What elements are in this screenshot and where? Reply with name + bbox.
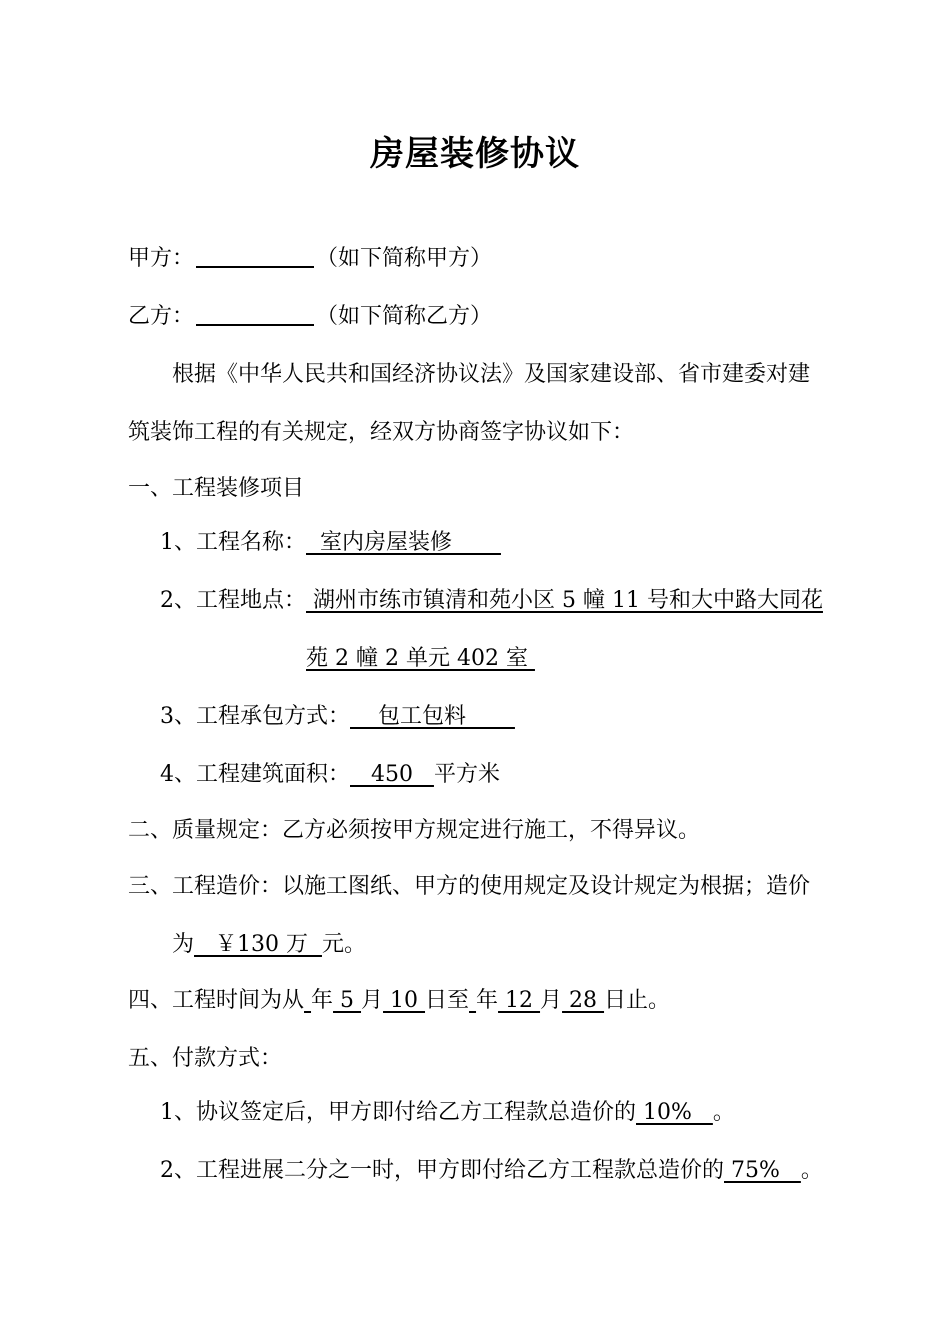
party-a-label: 甲方： [128, 246, 195, 271]
payment-1-value: 10% [636, 1100, 713, 1125]
project-location-value: 湖州市练市镇清和苑小区 5 幢 11 号和大中路大同花 [306, 588, 823, 613]
party-a-blank [196, 244, 314, 268]
intro-line-1: 根据《中华人民共和国经济协议法》及国家建设部、省市建委对建 [172, 362, 811, 387]
party-a-line [128, 244, 492, 274]
payment-2-end: 。 [800, 1158, 823, 1183]
price-suffix: 元。 [321, 932, 366, 957]
party-b-blank [196, 302, 314, 326]
contract-method-line [160, 702, 515, 732]
section3-price-line [172, 930, 366, 960]
project-location-line [160, 586, 823, 616]
month-text-1: 月 [361, 988, 384, 1013]
intro-line-2: 筑装饰工程的有关规定，经双方协商签字协议如下： [128, 420, 635, 445]
payment-2-value: 75% [724, 1158, 801, 1183]
end-year [469, 988, 476, 1013]
party-b-note: （如下简称乙方） [316, 304, 493, 329]
project-location-value-cont: 苑 2 幢 2 单元 402 室 [306, 646, 535, 671]
year-text-1: 年 [311, 988, 334, 1013]
end-month: 12 [498, 988, 541, 1013]
contract-method-value: 包工包料 [350, 704, 515, 729]
end-day: 28 [562, 988, 605, 1013]
day-text-1: 日至 [425, 988, 470, 1013]
section2-quality: 二、质量规定：乙方必须按甲方规定进行施工，不得异议。 [128, 818, 701, 843]
document-title: 房屋装修协议 [370, 134, 580, 174]
section1-heading: 一、工程装修项目 [128, 476, 305, 501]
party-b-line [128, 302, 492, 332]
project-name-label: 1、工程名称： [160, 530, 306, 555]
payment-1-text: 1、协议签定后，甲方即付给乙方工程款总造价的 [160, 1100, 636, 1125]
payment-2-text: 2、工程进展二分之一时，甲方即付给乙方工程款总造价的 [160, 1158, 724, 1183]
schedule-prefix: 四、工程时间为从 [128, 988, 305, 1013]
contract-method-label: 3、工程承包方式： [160, 704, 350, 729]
project-name-value: 室内房屋装修 [306, 530, 501, 555]
payment-1-end: 。 [712, 1100, 735, 1125]
price-value: ￥130 万 [194, 932, 322, 957]
year-text-2: 年 [476, 988, 499, 1013]
day-text-2: 日止。 [604, 988, 671, 1013]
party-a-note: （如下简称甲方） [316, 246, 493, 271]
section3-line-1: 三、工程造价：以施工图纸、甲方的使用规定及设计规定为根据；造价 [128, 874, 811, 899]
building-area-unit: 平方米 [433, 762, 500, 787]
project-location-label: 2、工程地点： [160, 588, 306, 613]
section5-heading: 五、付款方式： [128, 1046, 283, 1071]
building-area-line [160, 760, 500, 790]
section4-schedule [128, 986, 670, 1016]
price-prefix: 为 [172, 932, 195, 957]
project-name-line [160, 528, 501, 558]
month-text-2: 月 [540, 988, 563, 1013]
payment-item-1 [160, 1098, 735, 1128]
start-year [304, 988, 311, 1013]
start-month: 5 [333, 988, 362, 1013]
building-area-value: 450 [350, 762, 434, 787]
start-day: 10 [383, 988, 426, 1013]
party-b-label: 乙方： [128, 304, 195, 329]
building-area-label: 4、工程建筑面积： [160, 762, 350, 787]
project-location-cont [306, 644, 535, 674]
payment-item-2 [160, 1156, 823, 1186]
